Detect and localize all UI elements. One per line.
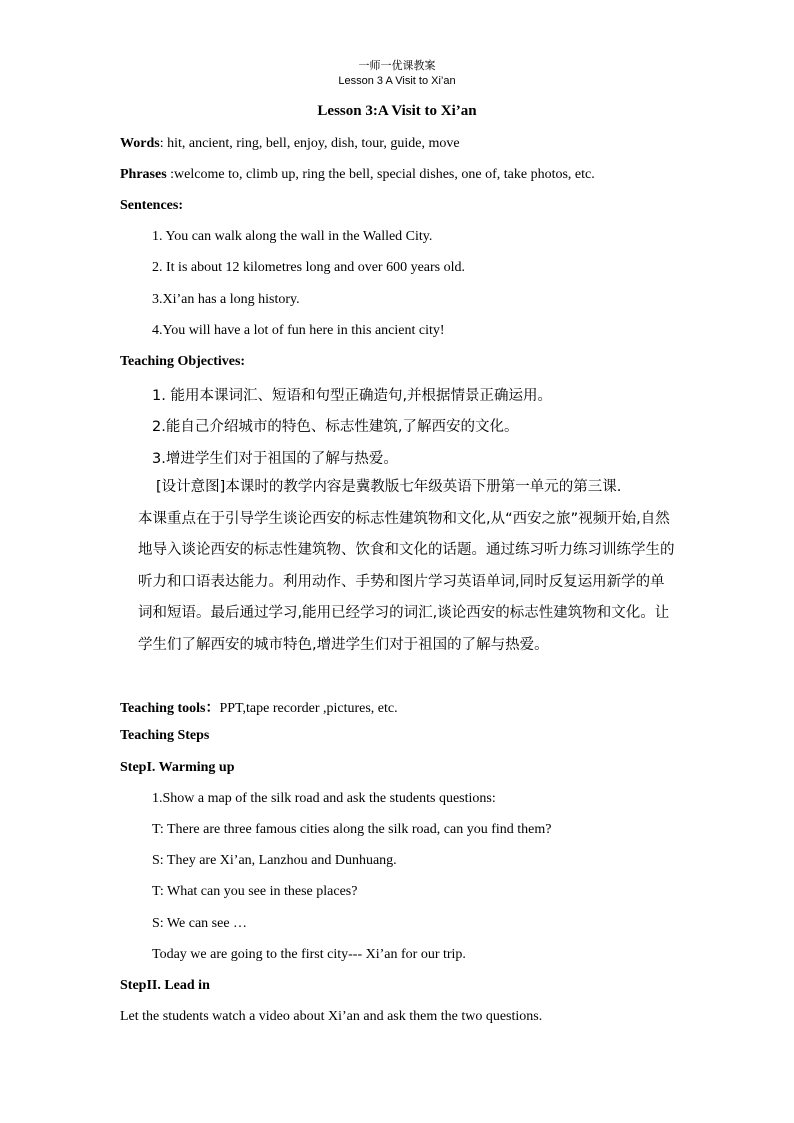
sentence-item: 1. You can walk along the wall in the Walled City.	[152, 229, 433, 244]
tools-label: Teaching tools：	[120, 701, 220, 716]
sentence-item: 2. It is about 12 kilometres long and over 600 years old.	[152, 260, 465, 275]
sentence-item: 4.You will have a lot of fun here in this ancient city!	[152, 323, 445, 338]
design-intent-body: 本课重点在于引导学生谈论西安的标志性建筑物和文化,从“西安之旅”视频开始,自然地导入谈论西安的标志性建筑物、饮食和文化的话题。通过练习听力练习训练学生的听力和口语表达能力。利用动作、手势和图片学习英语单词,同时反复运用新学的单词和短语。最后通过学习,能用已经学习的词汇,谈论西安的标志性建筑物和文化。让学生们了解西安的城市特色,增进学生们对于祖国的了解与热爱。	[138, 510, 675, 653]
step1-item: S: We can see …	[152, 916, 248, 931]
objective-item: 2.能自己介绍城市的特色、标志性建筑,了解西安的文化。	[152, 419, 519, 435]
step1-item: 1.Show a map of the silk road and ask the students questions:	[152, 791, 496, 806]
words-line	[120, 136, 460, 152]
phrases-label: Phrases	[120, 167, 167, 182]
sentence-item: 3.Xi’an has a long history.	[152, 292, 300, 307]
page-title: Lesson 3:A Visit to Xi’an	[317, 103, 477, 119]
objectives-heading: Teaching Objectives:	[120, 354, 246, 369]
design-intent-paragraph	[138, 472, 678, 661]
step2-heading: StepII. Lead in	[120, 978, 210, 993]
design-intent-first-line: [设计意图]本课时的教学内容是冀教版七年级英语下册第一单元的第三课.	[156, 479, 622, 495]
phrases-line	[120, 167, 595, 183]
sentences-heading: Sentences:	[120, 198, 183, 213]
phrases-text: :welcome to, climb up, ring the bell, special dishes, one of, take photos, etc.	[166, 167, 595, 182]
words-label: Words	[120, 136, 160, 151]
tools-line	[120, 697, 398, 717]
words-text: : hit, ancient, ring, bell, enjoy, dish, tour, guide, move	[159, 136, 460, 151]
step1-item: T: There are three famous cities along the silk road, can you find them?	[152, 822, 552, 837]
step1-heading: StepI. Warming up	[120, 760, 235, 775]
header-lesson-title: Lesson 3 A Visit to Xi’an	[338, 75, 456, 87]
objective-item: 1. 能用本课词汇、短语和句型正确造句,并根据情景正确运用。	[152, 388, 553, 404]
tools-text: PPT,tape recorder ,pictures, etc.	[219, 701, 398, 716]
step2-text: Let the students watch a video about Xi’an and ask them the two questions.	[120, 1009, 543, 1024]
step1-item: S: They are Xi’an, Lanzhou and Dunhuang.	[152, 853, 397, 868]
step1-item: T: What can you see in these places?	[152, 884, 358, 899]
objective-item: 3.增进学生们对于祖国的了解与热爱。	[152, 451, 398, 467]
header-school-title: 一师一优课教案	[358, 59, 436, 72]
steps-heading: Teaching Steps	[120, 728, 210, 743]
step1-item: Today we are going to the first city--- Xi’an for our trip.	[152, 947, 466, 962]
